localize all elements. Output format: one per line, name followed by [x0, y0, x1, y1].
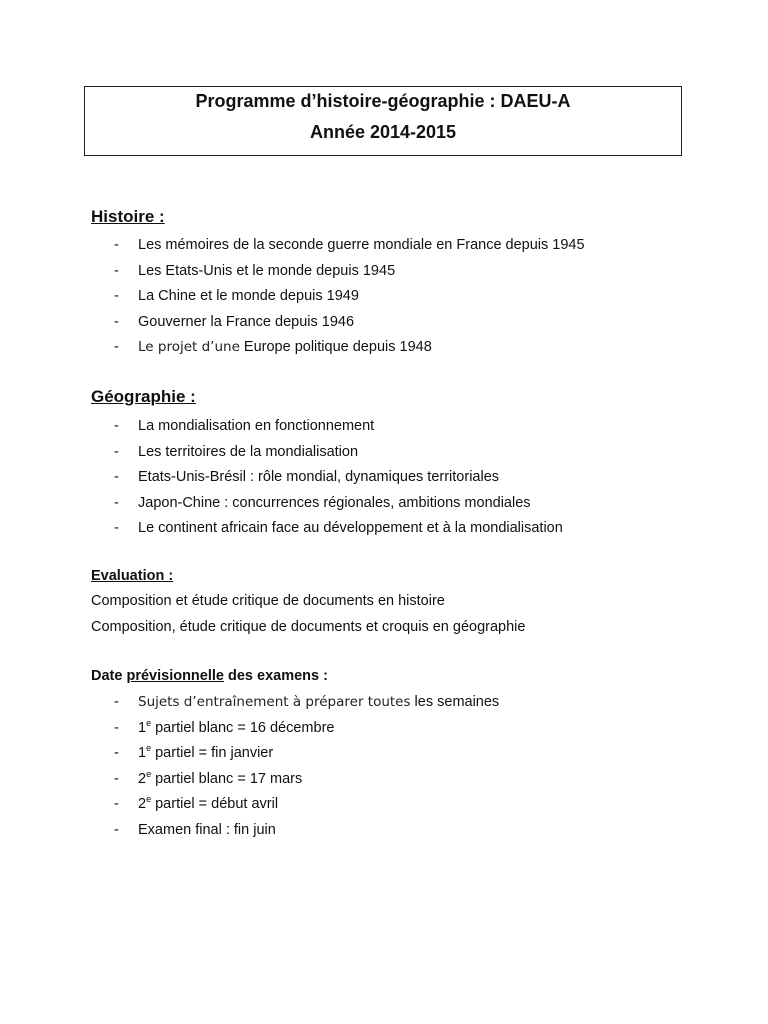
ordinal-suffix: e — [146, 794, 152, 805]
examens-item-text — [138, 795, 278, 813]
examens-item-text — [138, 693, 499, 711]
dash-marker: - — [114, 520, 119, 536]
dash-marker: - — [114, 237, 119, 253]
dash-marker: - — [114, 313, 119, 330]
histoire-heading: Histoire : — [91, 207, 165, 226]
examens-item-text — [138, 719, 334, 737]
examens-item-text — [138, 770, 302, 788]
histoire-item-text: La Chine et le monde depuis 1949 — [138, 288, 359, 304]
dash-marker: - — [114, 694, 119, 710]
ordinal-number: 1 — [138, 745, 147, 761]
evaluation-heading-text: Evaluation : — [91, 568, 174, 584]
dash-marker: - — [114, 288, 119, 304]
geographie-item-text: La mondialisation en fonctionnement — [138, 418, 375, 434]
ordinal-number: 2 — [138, 796, 147, 812]
ordinal-suffix: e — [146, 717, 152, 728]
histoire-item-soft-text: Le projet d’une — [138, 339, 240, 355]
examens-item-text: Examen final : fin juin — [138, 821, 276, 838]
examens-item-rest-text: partiel = fin janvier — [151, 745, 274, 761]
examens-item-rest-text: les semaines — [410, 694, 500, 710]
evaluation-heading — [91, 568, 173, 584]
geographie-item-text: Etats-Unis-Brésil : rôle mondial, dynamiques territoriales — [138, 469, 500, 485]
examens-item-soft-text: Sujets d’entraînement à préparer toutes — [138, 694, 411, 710]
dash-marker: - — [114, 719, 119, 736]
geographie-item-text: Japon-Chine : concurrences régionales, ambitions mondiales — [138, 494, 531, 511]
examens-item-rest-text: partiel blanc = 16 décembre — [151, 719, 335, 736]
geographie-item-text: Les territoires de la mondialisation — [138, 443, 359, 460]
histoire-item-text: Les Etats-Unis et le monde depuis 1945 — [138, 262, 396, 279]
geographie-item-text: Le continent africain face au développement et à la mondialisation — [138, 520, 563, 536]
examens-item-rest-text: partiel = début avril — [151, 796, 279, 812]
dash-marker: - — [114, 262, 119, 279]
dash-marker: - — [114, 443, 119, 460]
histoire-item-text — [138, 338, 432, 356]
histoire-item-rest-text: Europe politique depuis 1948 — [239, 339, 432, 355]
title-box — [84, 86, 682, 156]
ordinal-suffix: e — [146, 768, 152, 779]
histoire-item-text: Les mémoires de la seconde guerre mondiale en France depuis 1945 — [138, 237, 585, 253]
ordinal-number: 2 — [138, 770, 147, 787]
ordinal-number: 1 — [138, 719, 147, 736]
examens-heading-post: des examens : — [223, 668, 328, 684]
document-title: Programme d’histoire-géographie : DAEU-A — [195, 91, 571, 111]
histoire-item-text: Gouverner la France depuis 1946 — [138, 313, 355, 330]
examens-heading — [91, 668, 328, 684]
dash-marker: - — [114, 796, 119, 812]
dash-marker: - — [114, 418, 119, 434]
dash-marker: - — [114, 339, 119, 355]
examens-heading-pre: Date — [91, 668, 127, 684]
ordinal-suffix: e — [146, 743, 152, 754]
evaluation-line: Composition, étude critique de documents et croquis en géographie — [91, 619, 526, 635]
dash-marker: - — [114, 469, 119, 485]
dash-marker: - — [114, 821, 119, 838]
evaluation-line: Composition et étude critique de documents en histoire — [91, 593, 445, 609]
academic-year: Année 2014-2015 — [309, 122, 457, 142]
dash-marker: - — [114, 494, 119, 511]
dash-marker: - — [114, 770, 119, 787]
dash-marker: - — [114, 745, 119, 761]
examens-item-rest-text: partiel blanc = 17 mars — [151, 770, 303, 787]
examens-heading-underlined: prévisionnelle — [126, 668, 224, 684]
examens-item-text — [138, 744, 273, 762]
geographie-heading: Géographie : — [91, 387, 196, 406]
